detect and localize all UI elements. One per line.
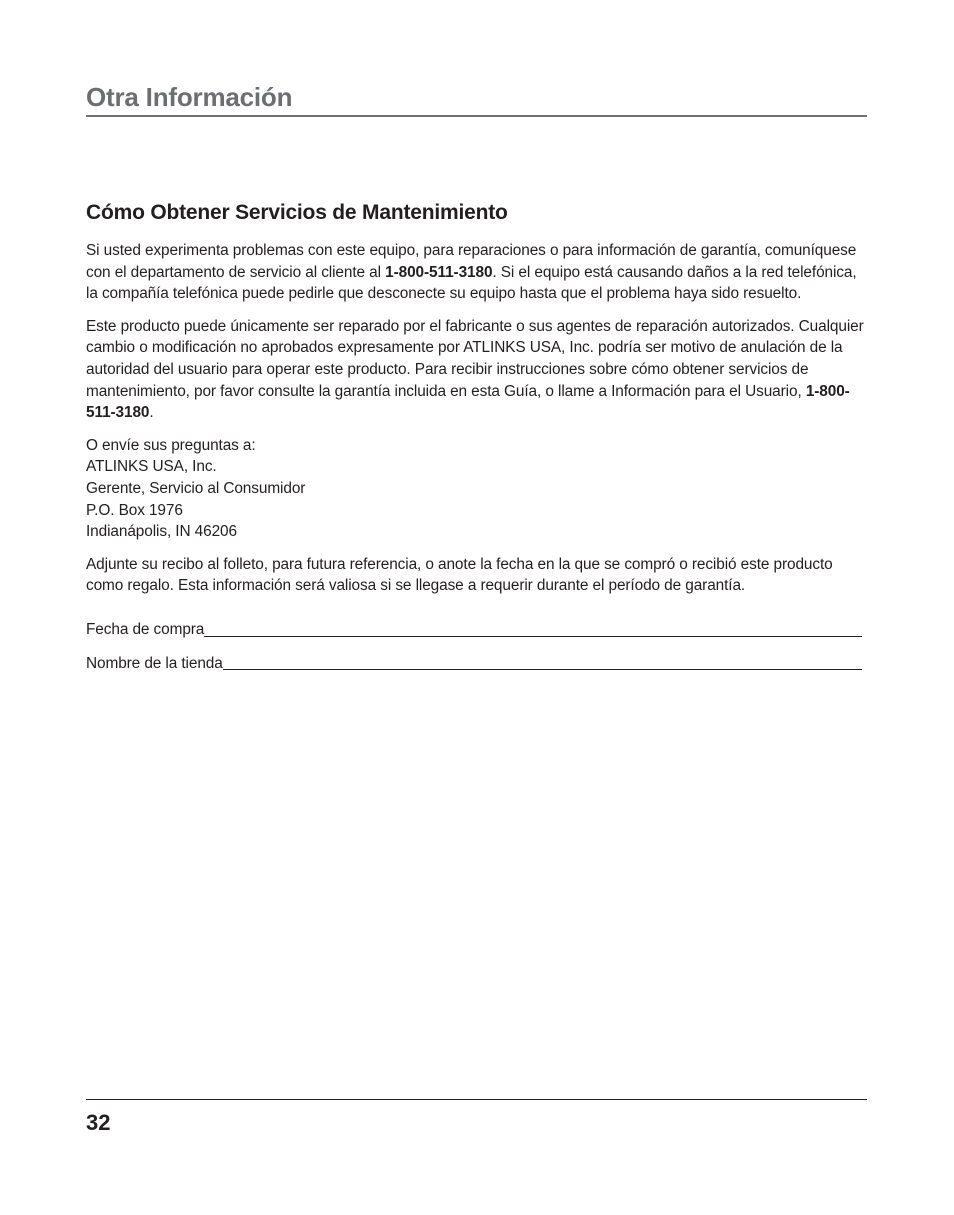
store-name-blank [223,654,862,670]
store-name-field [86,653,862,675]
address-intro: O envíe sus preguntas a: [86,436,256,454]
purchase-date-blank [204,621,862,637]
paragraph-text: Si usted experimenta problemas con este equipo, para reparaciones o para información de garantía, comuníquese con el departamento de servicio al cliente al [86,242,857,281]
page-content [86,198,867,674]
paragraph-service-contact [86,240,867,305]
store-name-label: Nombre de la tienda [86,654,223,672]
paragraph-text: . Si el equipo está causando daños a la red telefónica, la compañía telefónica puede pedirle que desconecte su equipo hasta que el problema haya sido resuelto. [86,263,857,303]
page-header [86,80,867,114]
section-heading: Cómo Obtener Servicios de Mantenimiento [86,201,508,224]
header-divider [86,115,867,117]
phone-number: 1-800-511-3180 [385,263,493,281]
phone-number: 1-800-511-3180 [86,382,850,422]
page-number: 32 [86,1110,111,1135]
paragraph-text: Este producto puede únicamente ser reparado por el fabricante o sus agentes de reparación autorizados. Cualquier cambio o modificación no aprobados expresamente por ATLINKS USA, Inc. podría ser motivo de anulación de la autoridad del usuario para operar este producto. Para recibir instrucciones sobre cómo obtener servicios de mantenimiento, por favor consulte la garantía incluida en esta Guía, o llame a Información para el Usuario, [86,317,864,400]
address-city: Indianápolis, IN 46206 [86,523,237,541]
paragraph-receipt: Adjunte su recibo al folleto, para futura referencia, o anote la fecha en la que se compró o recibió este producto como regalo. Esta información será valiosa si se llegase a requerir durante el período de garantía. [86,555,833,595]
page-title: Otra Información [86,82,293,112]
address-po-box: P.O. Box 1976 [86,501,183,519]
footer-divider [86,1099,867,1100]
address-department: Gerente, Servicio al Consumidor [86,479,306,497]
purchase-date-field [86,619,862,641]
address-company: ATLINKS USA, Inc. [86,458,217,476]
purchase-date-label: Fecha de compra [86,620,205,638]
paragraph-text: . [149,404,154,422]
paragraph-authorized-repair [86,316,867,424]
mailing-address [86,435,867,543]
